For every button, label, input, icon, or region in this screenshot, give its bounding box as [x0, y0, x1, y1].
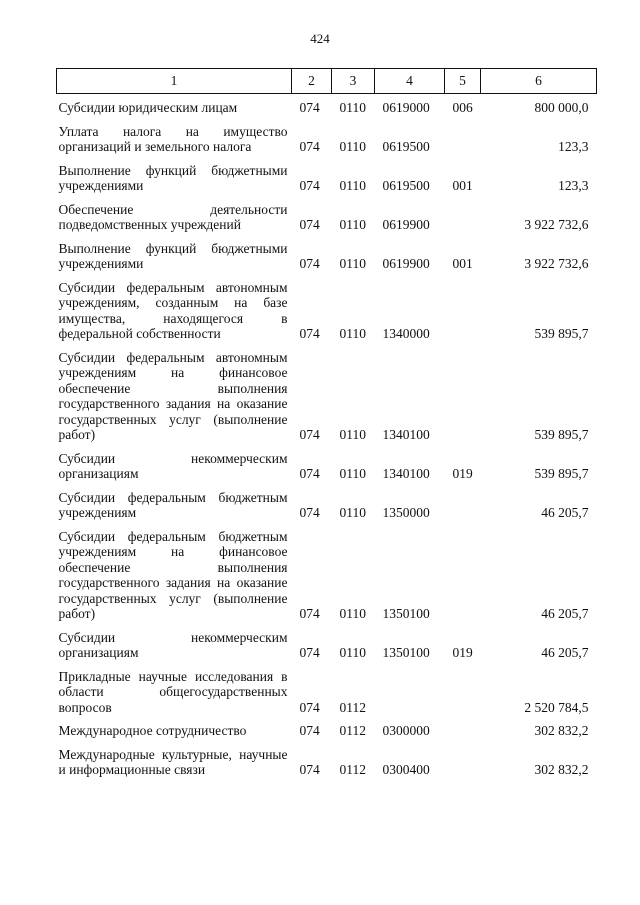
row-amount: 3 922 732,6	[524, 256, 589, 271]
row-ministry-code: 074	[299, 178, 320, 193]
row-kind-code	[445, 717, 481, 741]
row-amount: 302 832,2	[534, 762, 589, 777]
row-amount: 123,3	[558, 139, 589, 154]
row-target-code: 0300000	[382, 723, 430, 738]
row-kind-code	[445, 663, 481, 718]
row-ministry-code: 074	[299, 762, 320, 777]
row-ministry-code: 074	[299, 606, 320, 621]
row-name: Субсидии федеральным бюджетным учреждениям	[58, 489, 288, 520]
row-ministry-code: 074	[299, 645, 320, 660]
row-amount: 123,3	[558, 178, 589, 193]
row-kind-code	[445, 118, 481, 157]
row-section-code: 0112	[339, 723, 366, 738]
table-row	[57, 157, 597, 196]
header-col-ministry: 2	[292, 69, 332, 94]
row-section-code: 0110	[339, 505, 366, 520]
row-ministry-code: 074	[299, 505, 320, 520]
table-row	[57, 196, 597, 235]
row-kind-code: 019	[452, 645, 473, 660]
table-row	[57, 118, 597, 157]
row-kind-code: 006	[452, 100, 473, 115]
row-amount: 800 000,0	[534, 100, 589, 115]
row-kind-code	[445, 484, 481, 523]
table-row	[57, 624, 597, 663]
row-name: Субсидии федеральным автономным учреждениям, созданным на базе имущества, находящегося в федеральной собственности	[58, 279, 288, 341]
row-ministry-code: 074	[299, 217, 320, 232]
row-name: Субсидии федеральным бюджетным учреждениям на финансовое обеспечение выполнения государственного задания на оказание государственных услуг (выполнение работ)	[58, 528, 288, 621]
table-row	[57, 344, 597, 445]
row-section-code: 0112	[339, 762, 366, 777]
budget-table	[56, 68, 597, 780]
row-ministry-code: 074	[299, 466, 320, 481]
row-ministry-code: 074	[299, 699, 320, 715]
row-name: Субсидии некоммерческим организациям	[58, 450, 288, 481]
row-ministry-code: 074	[299, 723, 320, 738]
table-row	[57, 445, 597, 484]
row-amount: 46 205,7	[541, 606, 589, 621]
table-row	[57, 523, 597, 624]
row-section-code: 0110	[339, 139, 366, 154]
row-amount: 539 895,7	[534, 326, 589, 341]
row-kind-code: 019	[452, 466, 473, 481]
row-amount: 3 922 732,6	[524, 217, 589, 232]
row-amount: 46 205,7	[541, 645, 589, 660]
table-row	[57, 274, 597, 344]
table-row	[57, 663, 597, 718]
row-section-code: 0110	[339, 427, 366, 442]
row-name: Субсидии федеральным автономным учреждениям на финансовое обеспечение выполнения государственного задания на оказание государственных услуг (выполнение работ)	[58, 349, 288, 442]
row-ministry-code: 074	[299, 427, 320, 442]
row-name: Выполнение функций бюджетными учреждениями	[58, 162, 288, 193]
header-col-amount: 6	[481, 69, 597, 94]
row-target-code: 0300400	[382, 762, 430, 777]
table-row	[57, 94, 597, 118]
table-row	[57, 484, 597, 523]
row-amount: 302 832,2	[534, 723, 589, 738]
row-target-code: 0619000	[382, 100, 430, 115]
row-target-code: 1340100	[382, 466, 430, 481]
row-amount: 2 520 784,5	[524, 699, 589, 715]
table-row	[57, 235, 597, 274]
row-target-code: 1350100	[382, 606, 430, 621]
row-target-code: 1340100	[382, 427, 430, 442]
row-section-code: 0110	[339, 606, 366, 621]
row-kind-code	[445, 741, 481, 780]
row-kind-code	[445, 274, 481, 344]
header-col-target: 4	[375, 69, 445, 94]
row-target-code: 0619500	[382, 139, 430, 154]
row-name: Международные культурные, научные и информационные связи	[58, 746, 288, 777]
table-header-row	[57, 69, 597, 94]
row-amount: 46 205,7	[541, 505, 589, 520]
row-target-code	[375, 663, 445, 718]
row-kind-code	[445, 344, 481, 445]
header-col-section: 3	[332, 69, 375, 94]
row-name: Субсидии некоммерческим организациям	[58, 629, 288, 660]
row-name: Прикладные научные исследования в области общегосударственных вопросов	[58, 668, 288, 715]
row-name: Обеспечение деятельности подведомственных учреждений	[58, 201, 288, 232]
row-ministry-code: 074	[299, 100, 320, 115]
table-row	[57, 741, 597, 780]
row-name: Уплата налога на имущество организаций и земельного налога	[58, 123, 288, 154]
row-ministry-code: 074	[299, 139, 320, 154]
row-target-code: 1350000	[382, 505, 430, 520]
row-section-code: 0110	[339, 178, 366, 193]
row-name: Международное сотрудничество	[58, 723, 247, 738]
row-kind-code: 001	[452, 178, 473, 193]
row-target-code: 1350100	[382, 645, 430, 660]
row-name: Субсидии юридическим лицам	[58, 100, 238, 115]
row-kind-code	[445, 196, 481, 235]
table-row	[57, 717, 597, 741]
row-target-code: 0619500	[382, 178, 430, 193]
header-col-name: 1	[57, 69, 292, 94]
page-number: 424	[310, 31, 330, 46]
row-section-code: 0110	[339, 217, 366, 232]
row-ministry-code: 074	[299, 326, 320, 341]
row-target-code: 0619900	[382, 256, 430, 271]
row-name: Выполнение функций бюджетными учреждениями	[58, 240, 288, 271]
header-col-kind: 5	[445, 69, 481, 94]
row-section-code: 0110	[339, 100, 366, 115]
row-section-code: 0110	[339, 466, 366, 481]
row-section-code: 0112	[339, 699, 366, 715]
row-section-code: 0110	[339, 326, 366, 341]
row-amount: 539 895,7	[534, 427, 589, 442]
row-target-code: 0619900	[382, 217, 430, 232]
row-kind-code: 001	[452, 256, 473, 271]
row-kind-code	[445, 523, 481, 624]
row-amount: 539 895,7	[534, 466, 589, 481]
row-target-code: 1340000	[382, 326, 430, 341]
row-section-code: 0110	[339, 256, 366, 271]
row-section-code: 0110	[339, 645, 366, 660]
row-ministry-code: 074	[299, 256, 320, 271]
